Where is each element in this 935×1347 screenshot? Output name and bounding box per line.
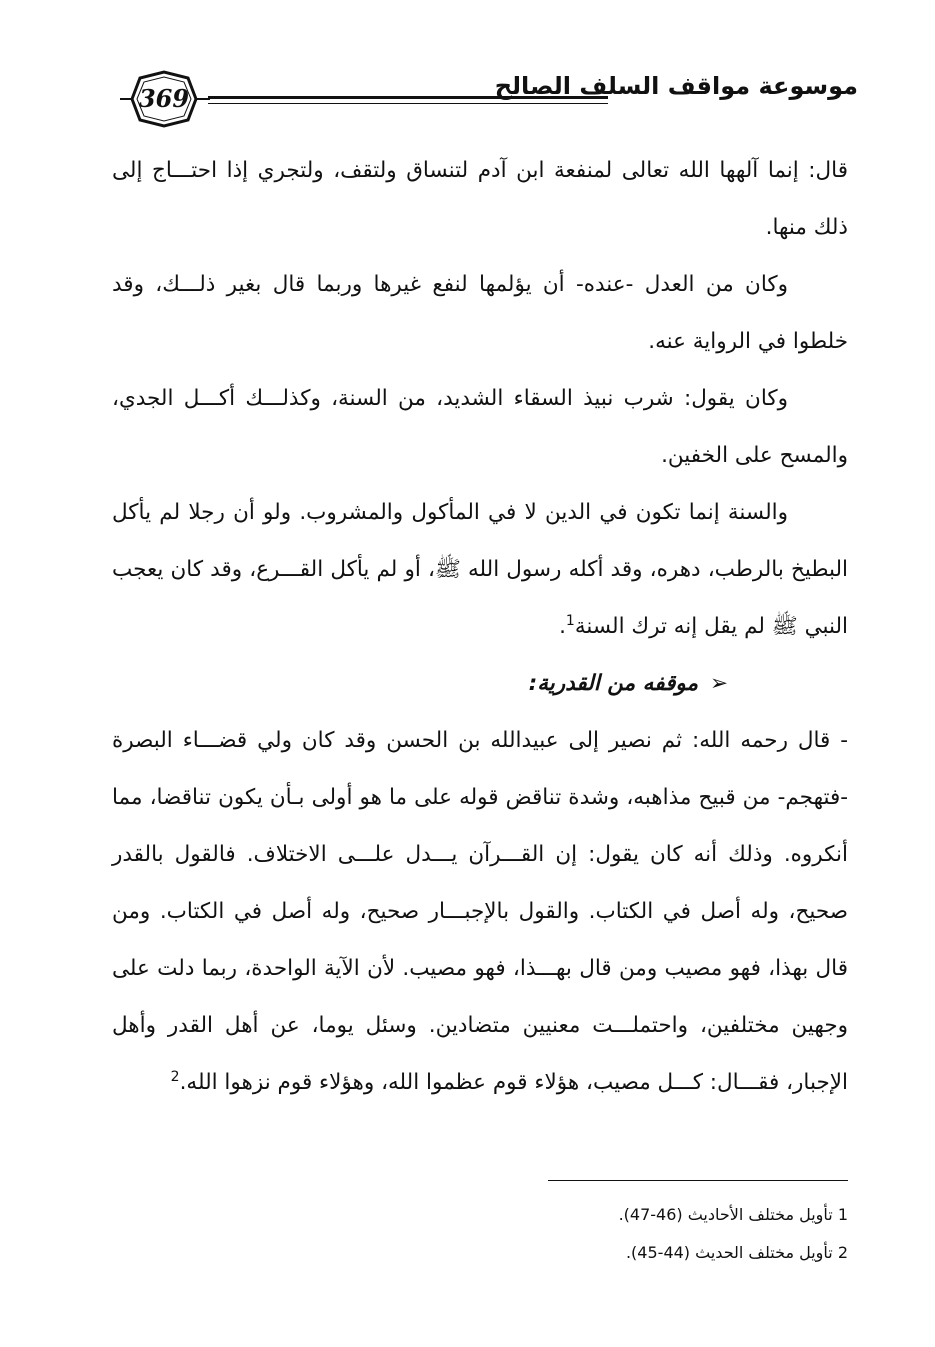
footnote: 2 تأويل مختلف الحديث (44-45). bbox=[625, 1243, 848, 1262]
footnotes bbox=[112, 1196, 848, 1272]
page-number-badge bbox=[118, 68, 210, 130]
paragraph bbox=[112, 712, 848, 1111]
book-title: موسوعة مواقف السلف الصالح bbox=[494, 72, 858, 100]
footnote-ref: 2 bbox=[170, 1068, 180, 1085]
paragraph-text: والسنة إنما تكون في الدين لا في المأكول والمشروب. ولو أن رجلا لم يأكل البطيخ بالرطب، دهره، وقد أكله رسول الله ﷺ، أو لم يأكل القـــرع، وقد كان يعجب النبي ﷺ لم يقل إنه ترك السنة bbox=[112, 500, 848, 639]
page-number: 369 bbox=[138, 84, 190, 113]
paragraph-text: - قال رحمه الله: ثم نصير إلى عبيدالله بن الحسن وقد كان ولي قضـــاء البصرة -فتهجم- من قبيح مذاهبه، وشدة تناقض قوله على ما هو أولى بـأن يكون تناقضا، مما أنكروه. وذلك أنه كان يقول: إن القـــرآن يـــدل علـــى الاختلاف. فالقول بالقدر صحيح، وله أصل في الكتاب. والقول بالإجبـــار صحيح، وله أصل في الكتاب. ومن قال بهذا، فهو مصيب ومن قال بهـــذا، فهو مصيب. لأن الآية الواحدة، ربما دلت على وجهين مختلفين، واحتملـــت معنيين متضادين. وسئل يوما، عن أهل القدر وأهل الإجبار، فقـــال: كـــل مصيب، هؤلاء قوم عظموا الله، وهؤلاء قوم نزهوا الله. bbox=[112, 728, 848, 1095]
arrow-marker-icon: ➢ bbox=[709, 671, 728, 696]
section-heading-text: موقفه من القدرية: bbox=[528, 671, 698, 696]
paragraph: وكان من العدل -عنده- أن يؤلمها لنفع غيرها وربما قال بغير ذلـــك، وقد خلطوا في الرواية عنه. bbox=[112, 272, 848, 354]
header-rule-thin bbox=[208, 103, 608, 104]
paragraph: قال: إنما آلهها الله تعالى لمنفعة ابن آدم لتنساق ولتقف، ولتجري إذا احتـــاج إلى ذلك منها. bbox=[112, 158, 848, 240]
main-text bbox=[112, 142, 848, 1111]
paragraph bbox=[112, 484, 848, 655]
footnote-ref: 1 bbox=[565, 612, 575, 629]
footnote: 1 تأويل مختلف الأحاديث (46-47). bbox=[618, 1205, 848, 1224]
section-heading bbox=[112, 655, 848, 712]
footnote-separator bbox=[548, 1180, 848, 1181]
paragraph-end: . bbox=[559, 614, 566, 639]
paragraph: وكان يقول: شرب نبيذ السقاء الشديد، من السنة، وكذلـــك أكـــل الجدي، والمسح على الخفين. bbox=[112, 386, 848, 468]
page-header bbox=[118, 66, 858, 138]
